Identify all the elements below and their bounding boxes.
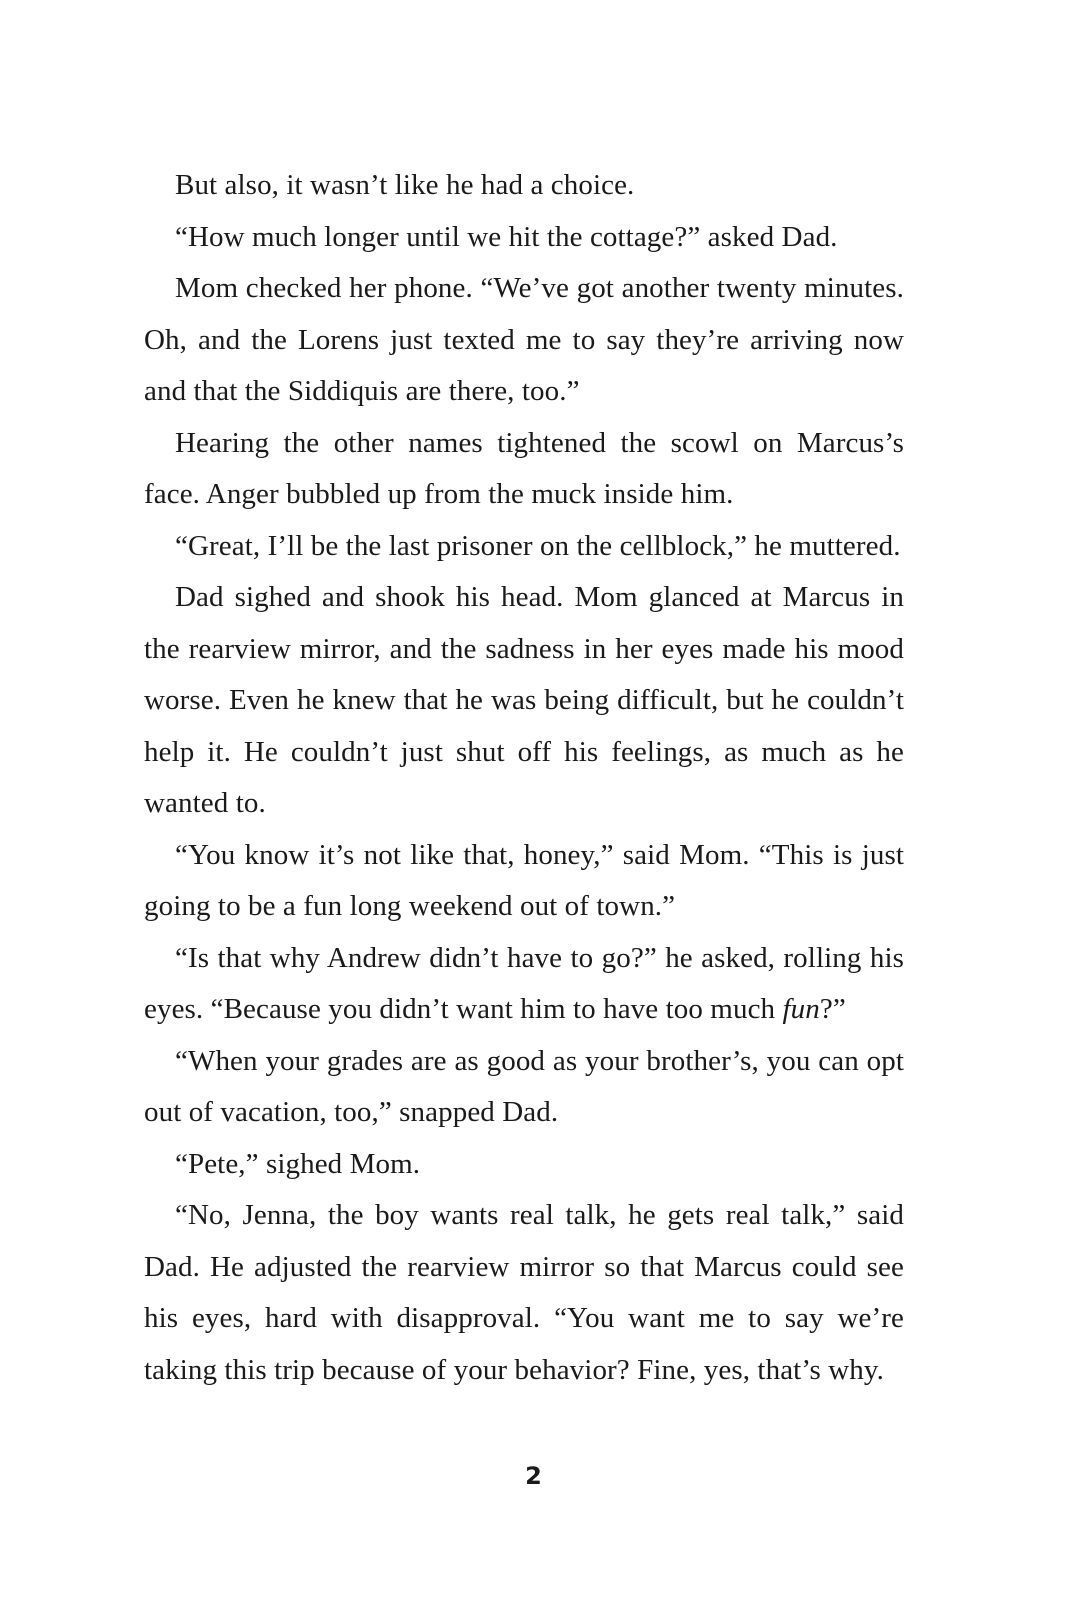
paragraph-text: “Is that why Andrew didn’t have to go?” he asked, rolling his eyes. “Because you didn’t want him to have too much — [144, 941, 904, 1025]
paragraph: “Great, I’ll be the last prisoner on the cellblock,” he muttered. — [175, 529, 901, 562]
paragraph: “When your grades are as good as your brother’s, you can opt out of vacation, too,” snapped Dad. — [144, 1044, 904, 1128]
paragraph: Mom checked her phone. “We’ve got another twenty minutes. Oh, and the Lorens just texted me to say they’re arriving now and that the Siddiquis are there, too.” — [144, 272, 904, 407]
paragraph: “You know it’s not like that, honey,” said Mom. “This is just going to be a fun long weekend out of town.” — [144, 838, 904, 922]
paragraph: “Pete,” sighed Mom. — [175, 1147, 421, 1180]
paragraph: Hearing the other names tightened the scowl on Marcus’s face. Anger bubbled up from the muck inside him. — [144, 426, 904, 510]
paragraph: “How much longer until we hit the cottage?” asked Dad. — [175, 220, 838, 253]
paragraph: Dad sighed and shook his head. Mom glanced at Marcus in the rearview mirror, and the sadness in her eyes made his mood worse. Even he knew that he was being difficult, but he couldn’t help it. He couldn’t just shut off his feelings, as much as he wanted to. — [144, 581, 904, 819]
emphasized-word: fun — [782, 993, 820, 1025]
paragraph-with-emphasis — [144, 933, 904, 1036]
body-text — [144, 160, 904, 1396]
page-number: 2 — [525, 1462, 542, 1490]
paragraph-text: ?” — [819, 993, 846, 1025]
paragraph: But also, it wasn’t like he had a choice. — [175, 169, 635, 201]
paragraph: “No, Jenna, the boy wants real talk, he gets real talk,” said Dad. He adjusted the rearview mirror so that Marcus could see his eyes, hard with disapproval. “You want me to say we’re taking this trip because of your behavior? Fine, yes, that’s why. — [144, 1199, 904, 1386]
